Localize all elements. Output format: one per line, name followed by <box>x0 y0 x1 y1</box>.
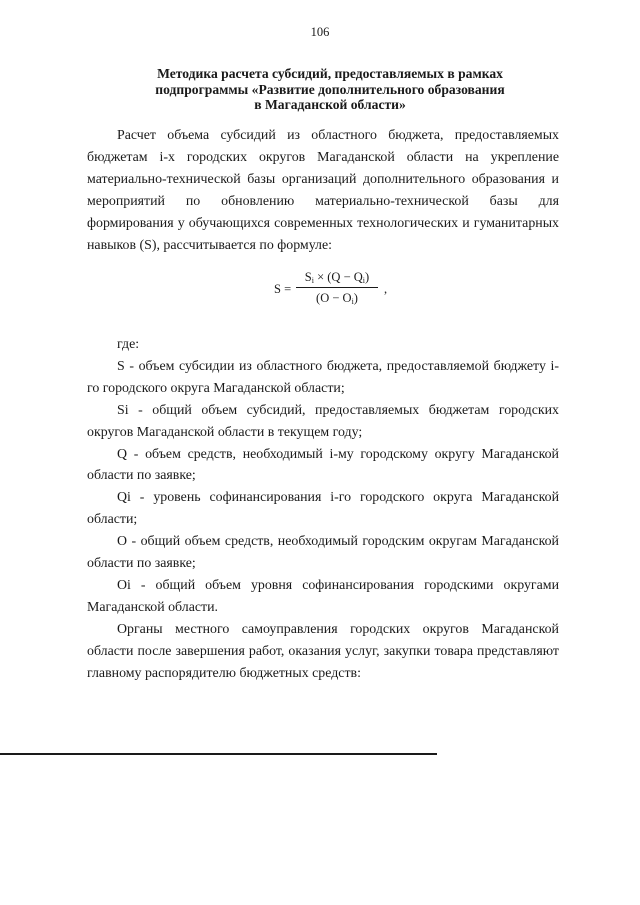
definition-o: О - общий объем средств, необходимый городским округам Магаданской области по заявке; <box>87 534 559 572</box>
definition-q: Q - объем средств, необходимый i-му городскому округу Магаданской области по заявке; <box>87 446 559 484</box>
formula-denominator: $(O - O_i)$ <box>316 291 358 306</box>
formula-numerator: $S_i \times (Q - Q_i)$ <box>304 270 370 285</box>
separator-line <box>0 753 437 755</box>
definition-si: Si - общий объем субсидий, предоставляемых бюджетам городских округов Магаданской области в текущем году; <box>87 402 559 440</box>
formula <box>260 268 410 318</box>
title-line-2: подпрограммы «Развитие дополнительного образования <box>155 81 505 97</box>
definition-oi: Oi - общий объем уровня софинансирования городскими округами Магаданской области. <box>87 577 559 615</box>
definitions-block <box>87 334 559 685</box>
where-label: где: <box>117 337 140 352</box>
formula-comma: , <box>384 282 388 296</box>
document-title <box>120 66 540 113</box>
intro-block <box>87 125 559 256</box>
title-line-1: Методика расчета субсидий, предоставляемых в рамках <box>157 66 503 81</box>
fraction-bar <box>296 287 378 288</box>
definition-s: S - объем субсидии из областного бюджета, предоставляемой бюджету i-го городского округа Магаданской области; <box>87 358 559 396</box>
definition-qi: Qi - уровень софинансирования i-го городского округа Магаданской области; <box>87 490 559 528</box>
title-line-3: в Магаданской области» <box>254 97 406 112</box>
formula-lhs: S = <box>274 282 292 296</box>
closing-paragraph: Органы местного самоуправления городских округов Магаданской области после завершения работ, оказания услуг, закупки товара представляют главному распорядителю бюджетных средств: <box>87 621 559 681</box>
page-number: 106 <box>310 25 330 39</box>
intro-paragraph: Расчет объема субсидий из областного бюджета, предоставляемых бюджетам i-х городских округов Магаданской области на укрепление материально-технической базы организаций дополнительного образования и мероприятий по обновлению материально-технической базы для формирования у обучающихся современных технологических и гуманитарных навыков (S), рассчитывается по формуле: <box>87 128 559 253</box>
formula-fraction <box>294 268 380 307</box>
